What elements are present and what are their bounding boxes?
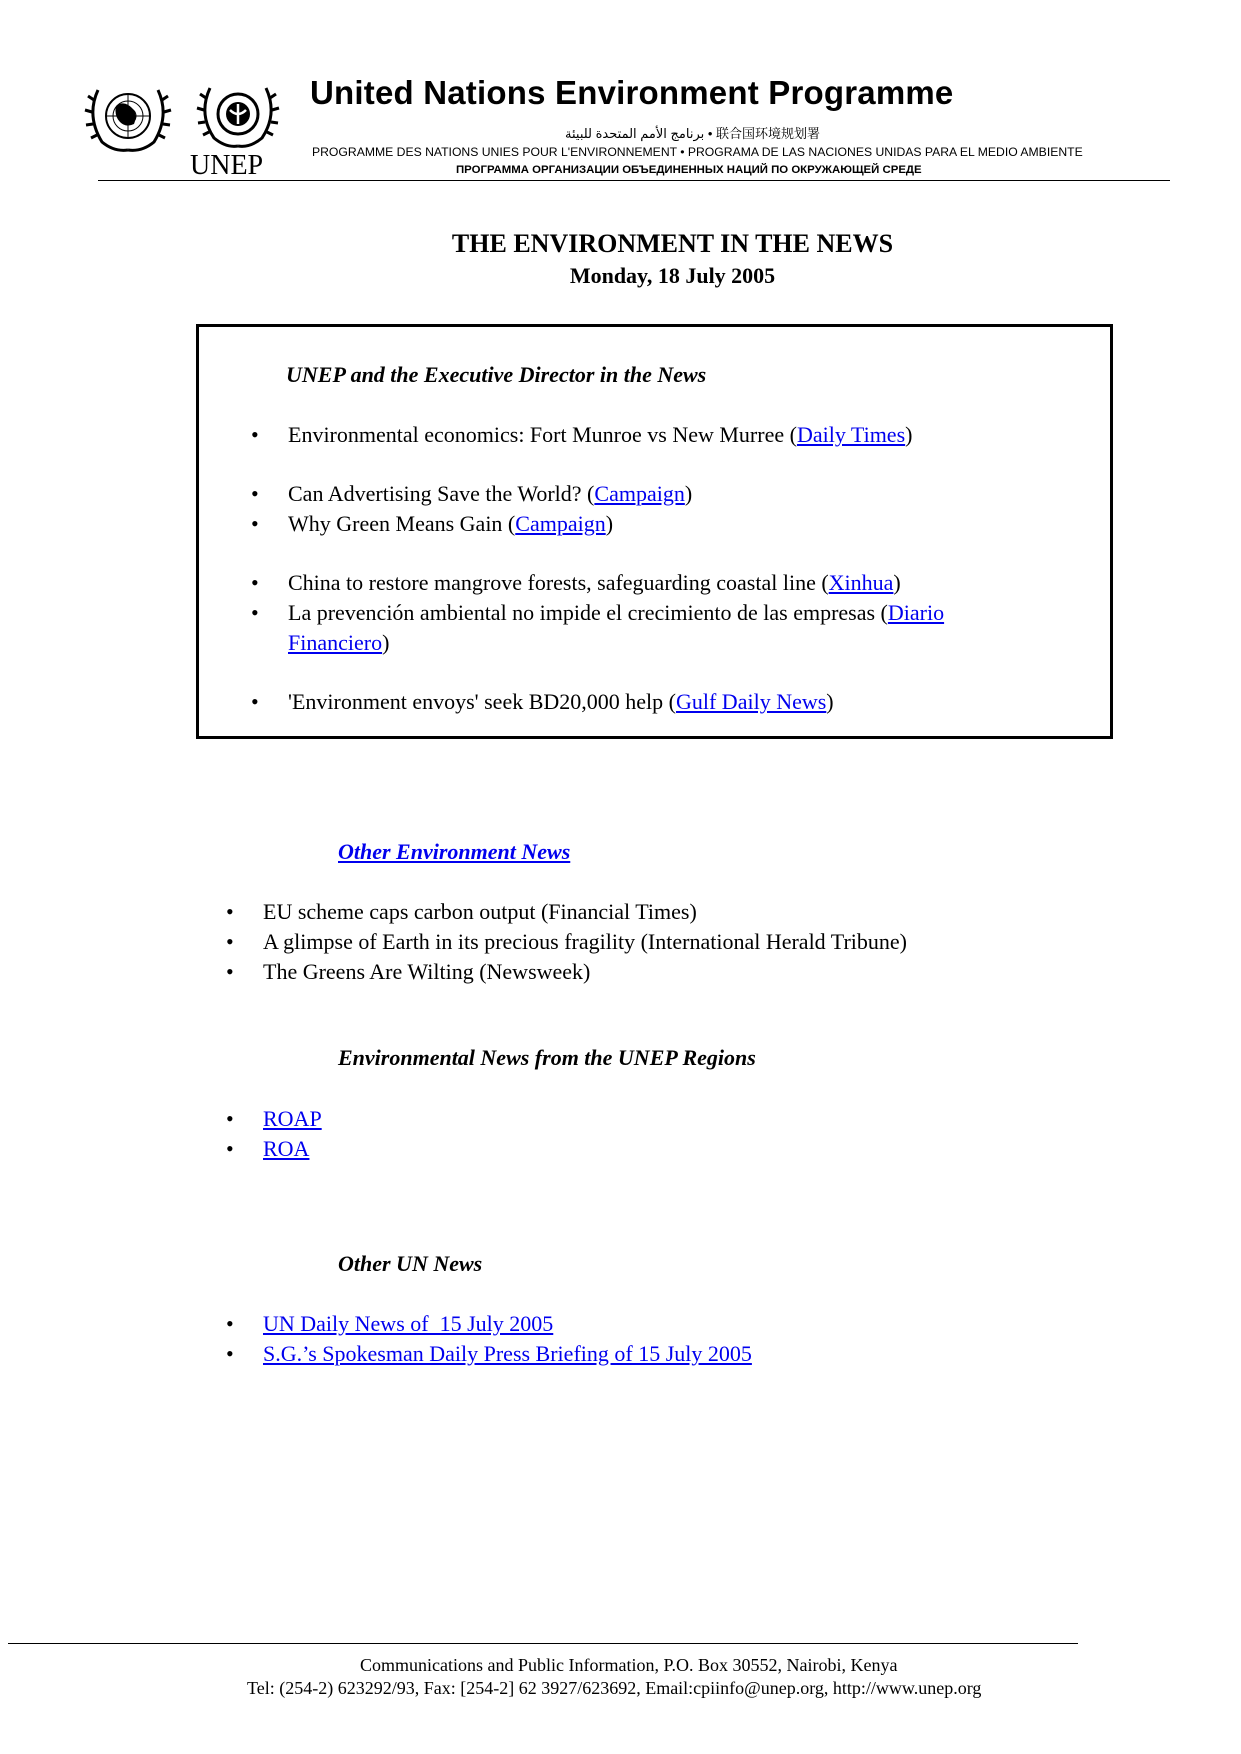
list-item [251,568,944,598]
item-close: ) [382,630,390,655]
source-link[interactable]: Campaign [515,511,606,536]
item-close: ) [905,422,913,447]
item-text: La prevención ambiental no impide el crecimiento de las empresas ( [288,600,888,625]
bullet: • [226,1341,234,1366]
list-item [251,479,944,509]
bullet: • [251,689,259,714]
item-text: China to restore mangrove forests, safeguarding coastal line ( [288,570,829,595]
unep-emblem-logo [190,80,286,152]
spacer [288,450,944,479]
regions-list [226,1104,322,1164]
list-item [251,509,944,539]
list-item [251,420,944,450]
source-link[interactable]: Campaign [594,481,685,506]
bullet: • [251,481,259,506]
other-environment-news-list [226,897,907,987]
item-text: The Greens Are Wilting (Newsweek) [263,959,591,984]
unep-logo-text: UNEP [190,150,264,181]
organization-name-french-spanish: PROGRAMME DES NATIONS UNIES POUR L'ENVIRONNEMENT • PROGRAMA DE LAS NACIONES UNIDAS PARA EL MEDIO AMBIENTE [312,145,1083,159]
organization-name: United Nations Environment Programme [310,74,954,111]
source-link[interactable]: Daily Times [796,422,906,447]
organization-name-russian: ПРОГРАММА ОРГАНИЗАЦИИ ОБЪЕДИНЕННЫХ НАЦИЙ ПО ОКРУЖАЮЩЕЙ СРЕДЕ [456,164,922,176]
un-news-heading: Other UN News [338,1251,483,1276]
list-item [226,1309,752,1339]
item-text: EU scheme caps carbon output (Financial Times) [263,899,697,924]
regions-heading: Environmental News from the UNEP Regions [338,1045,756,1070]
bullet: • [251,422,259,447]
source-link[interactable]: Financiero [288,630,383,655]
unep-news-list [251,420,945,717]
source-link[interactable]: Diario [887,600,945,625]
bullet: • [226,959,234,984]
footer-divider [8,1643,1078,1644]
page-title: THE ENVIRONMENT IN THE NEWS [451,229,894,258]
bullet: • [251,600,259,625]
letterhead-divider [98,180,1170,181]
list-item [226,1104,322,1134]
footer-address: Communications and Public Information, P.O. Box 30552, Nairobi, Kenya [360,1655,898,1675]
un-news-list [226,1309,752,1369]
source-link[interactable]: Xinhua [828,570,894,595]
region-link-roa[interactable]: ROA [263,1136,310,1161]
unep-news-heading: UNEP and the Executive Director in the News [286,362,707,387]
region-link-roap[interactable]: ROAP [263,1106,322,1131]
bullet: • [251,511,259,536]
page-date: Monday, 18 July 2005 [569,263,776,288]
list-item [226,1134,322,1164]
other-environment-news-link[interactable]: Other Environment News [338,839,571,864]
bullet: • [226,1311,234,1336]
bullet: • [251,570,259,595]
item-close: ) [605,511,614,536]
un-daily-news-link[interactable]: UN Daily News of 15 July 2005 [263,1311,554,1336]
bullet: • [226,899,234,924]
bullet: • [226,929,234,954]
spacer [288,539,944,568]
footer-contact: Tel: (254-2) 623292/93, Fax: [254-2] 62 3927/623692, Email:cpiinfo@unep.org, http://www.unep.org [247,1678,982,1698]
item-text: Can Advertising Save the World? ( [288,481,595,506]
list-item [226,1339,752,1369]
list-item [226,897,907,927]
list-item [226,957,907,987]
list-item [251,598,945,658]
organization-name-arabic-chinese: برنامج الأمم المتحدة للبيئة • 联合国环境规划署 [565,126,821,141]
list-item [251,687,944,717]
un-emblem-logo [80,80,176,156]
item-close: ) [893,570,901,595]
item-text: 'Environment envoys' seek BD20,000 help ( [288,689,676,714]
bullet: • [226,1136,234,1161]
bullet: • [226,1106,234,1131]
list-item [226,927,907,957]
item-text: A glimpse of Earth in its precious fragility (International Herald Tribune) [263,929,907,954]
press-briefing-link[interactable]: S.G.’s Spokesman Daily Press Briefing of 15 July 2005 [263,1341,752,1366]
source-link[interactable]: Gulf Daily News [675,689,827,714]
spacer [288,658,944,687]
item-close: ) [684,481,693,506]
item-text: Environmental economics: Fort Munroe vs New Murree ( [288,422,797,447]
item-text: Why Green Means Gain ( [288,511,516,536]
item-close: ) [826,689,834,714]
